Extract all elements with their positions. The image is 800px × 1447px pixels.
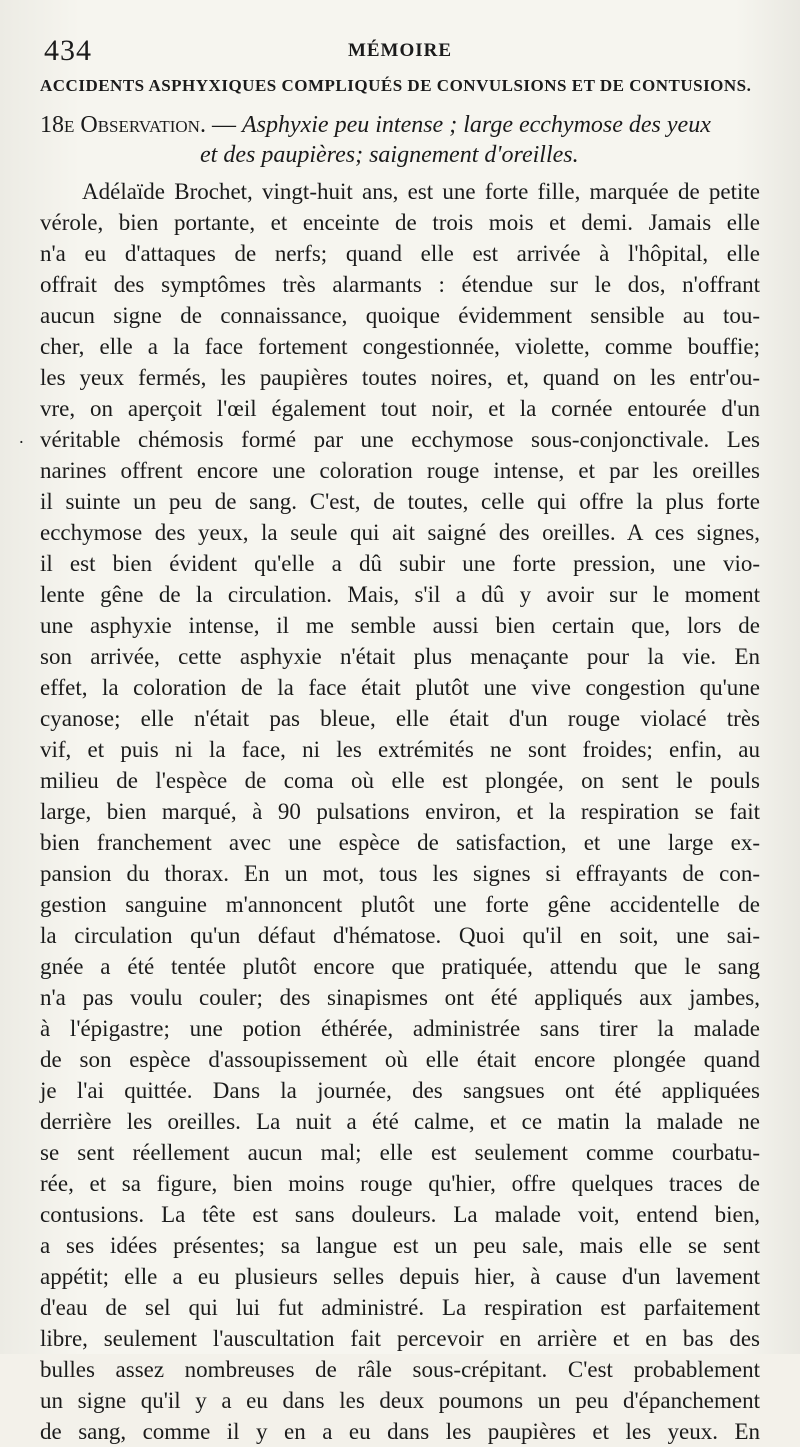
observation-label: 18e Observation. — — [40, 112, 236, 138]
text-line: bien franchement avec une espèce de satisfaction, et une large ex- — [40, 830, 760, 855]
observation-heading — [40, 110, 760, 170]
text-line: aucun signe de connaissance, quoique évidemment sensible au tou- — [40, 303, 760, 328]
text-line: vif, et puis ni la face, ni les extrémités ne sont froides; enfin, au — [40, 737, 760, 762]
text-line: véritable chémosis formé par une ecchymose sous-conjonctivale. Les — [40, 427, 760, 452]
text-line: gnée a été tentée plutôt encore que pratiquée, attendu que le sang — [40, 954, 760, 979]
page-number: 434 — [44, 34, 92, 67]
margin-mark: ˙ — [18, 437, 25, 459]
text-line: effet, la coloration de la face était plutôt une vive congestion qu'une — [40, 675, 760, 700]
text-line: d'eau de sel qui lui fut administré. La respiration est parfaitement — [40, 1295, 760, 1320]
text-line: une asphyxie intense, il me semble aussi bien certain que, lors de — [40, 613, 760, 638]
text-line: à l'épigastre; une potion éthérée, administrée sans tirer la malade — [40, 1016, 760, 1041]
text-line: n'a pas voulu couler; des sinapismes ont été appliqués aux jambes, — [40, 985, 760, 1010]
text-line: gestion sanguine m'annoncent plutôt une forte gêne accidentelle de — [40, 892, 760, 917]
text-line: ecchymose des yeux, la seule qui ait saigné des oreilles. A ces signes, — [40, 520, 760, 545]
section-title: ACCIDENTS ASPHYXIQUES COMPLIQUÉS DE CONVULSIONS ET DE CONTUSIONS. — [40, 76, 752, 95]
text-line: il suinte un peu de sang. C'est, de toutes, celle qui offre la plus forte — [40, 489, 760, 514]
text-line: cher, elle a la face fortement congestionnée, violette, comme bouffie; — [40, 334, 760, 359]
observation-title-line1: Asphyxie peu intense ; large ecchymose des yeux — [241, 112, 711, 138]
text-line: son arrivée, cette asphyxie n'était plus menaçante pour la vie. En — [40, 644, 760, 669]
text-line: de son espèce d'assoupissement où elle était encore plongée quand — [40, 1047, 760, 1072]
running-head — [40, 30, 760, 76]
text-line: libre, seulement l'auscultation fait percevoir en arrière et en bas des — [40, 1326, 760, 1351]
text-line: pansion du thorax. En un mot, tous les signes si effrayants de con- — [40, 861, 760, 886]
text-line: offrait des symptômes très alarmants : étendue sur le dos, n'offrant — [40, 272, 760, 297]
text-line: lente gêne de la circulation. Mais, s'il a dû y avoir sur le moment — [40, 582, 760, 607]
text-line: rée, et sa figure, bien moins rouge qu'hier, offre quelques traces de — [40, 1171, 760, 1196]
text-line: je l'ai quittée. Dans la journée, des sangsues ont été appliquées — [40, 1078, 760, 1103]
text-line: cyanose; elle n'était pas bleue, elle était d'un rouge violacé très — [40, 706, 760, 731]
text-line: derrière les oreilles. La nuit a été calme, et ce matin la malade ne — [40, 1109, 760, 1134]
text-line: a ses idées présentes; sa langue est un peu sale, mais elle se sent — [40, 1233, 760, 1258]
text-line: vre, on aperçoit l'œil également tout noir, et la cornée entourée d'un — [40, 396, 760, 421]
text-line: bulles assez nombreuses de râle sous-crépitant. C'est probablement — [40, 1357, 760, 1382]
text-line: n'a eu d'attaques de nerfs; quand elle est arrivée à l'hôpital, elle — [40, 241, 760, 266]
running-title: MÉMOIRE — [347, 40, 453, 61]
text-line: Adélaïde Brochet, vingt-huit ans, est une forte fille, marquée de petite — [82, 179, 760, 204]
text-line: il est bien évident qu'elle a dû subir une forte pression, une vio- — [40, 551, 760, 576]
text-line: se sent réellement aucun mal; elle est seulement comme courbatu- — [40, 1140, 760, 1165]
text-line: milieu de l'espèce de coma où elle est plongée, on sent le pouls — [40, 768, 760, 793]
text-line: vérole, bien portante, et enceinte de trois mois et demi. Jamais elle — [40, 210, 760, 235]
observation-title-line2: et des paupières; saignement d'oreilles. — [200, 142, 579, 168]
text-line: contusions. La tête est sans douleurs. La malade voit, entend bien, — [40, 1202, 760, 1227]
text-line: les yeux fermés, les paupières toutes noires, et, quand on les entr'ou- — [40, 365, 760, 390]
body-text — [40, 176, 760, 1447]
text-line: large, bien marqué, à 90 pulsations environ, et la respiration se fait — [40, 799, 760, 824]
text-line: un signe qu'il y a eu dans les deux poumons un peu d'épanchement — [40, 1388, 760, 1413]
text-line: de sang, comme il y en a eu dans les paupières et les yeux. En — [40, 1419, 760, 1444]
text-line: appétit; elle a eu plusieurs selles depuis hier, à cause d'un lavement — [40, 1264, 760, 1289]
text-line: narines offrent encore une coloration rouge intense, et par les oreilles — [40, 458, 760, 483]
text-line: la circulation qu'un défaut d'hématose. Quoi qu'il en soit, une sai- — [40, 923, 760, 948]
